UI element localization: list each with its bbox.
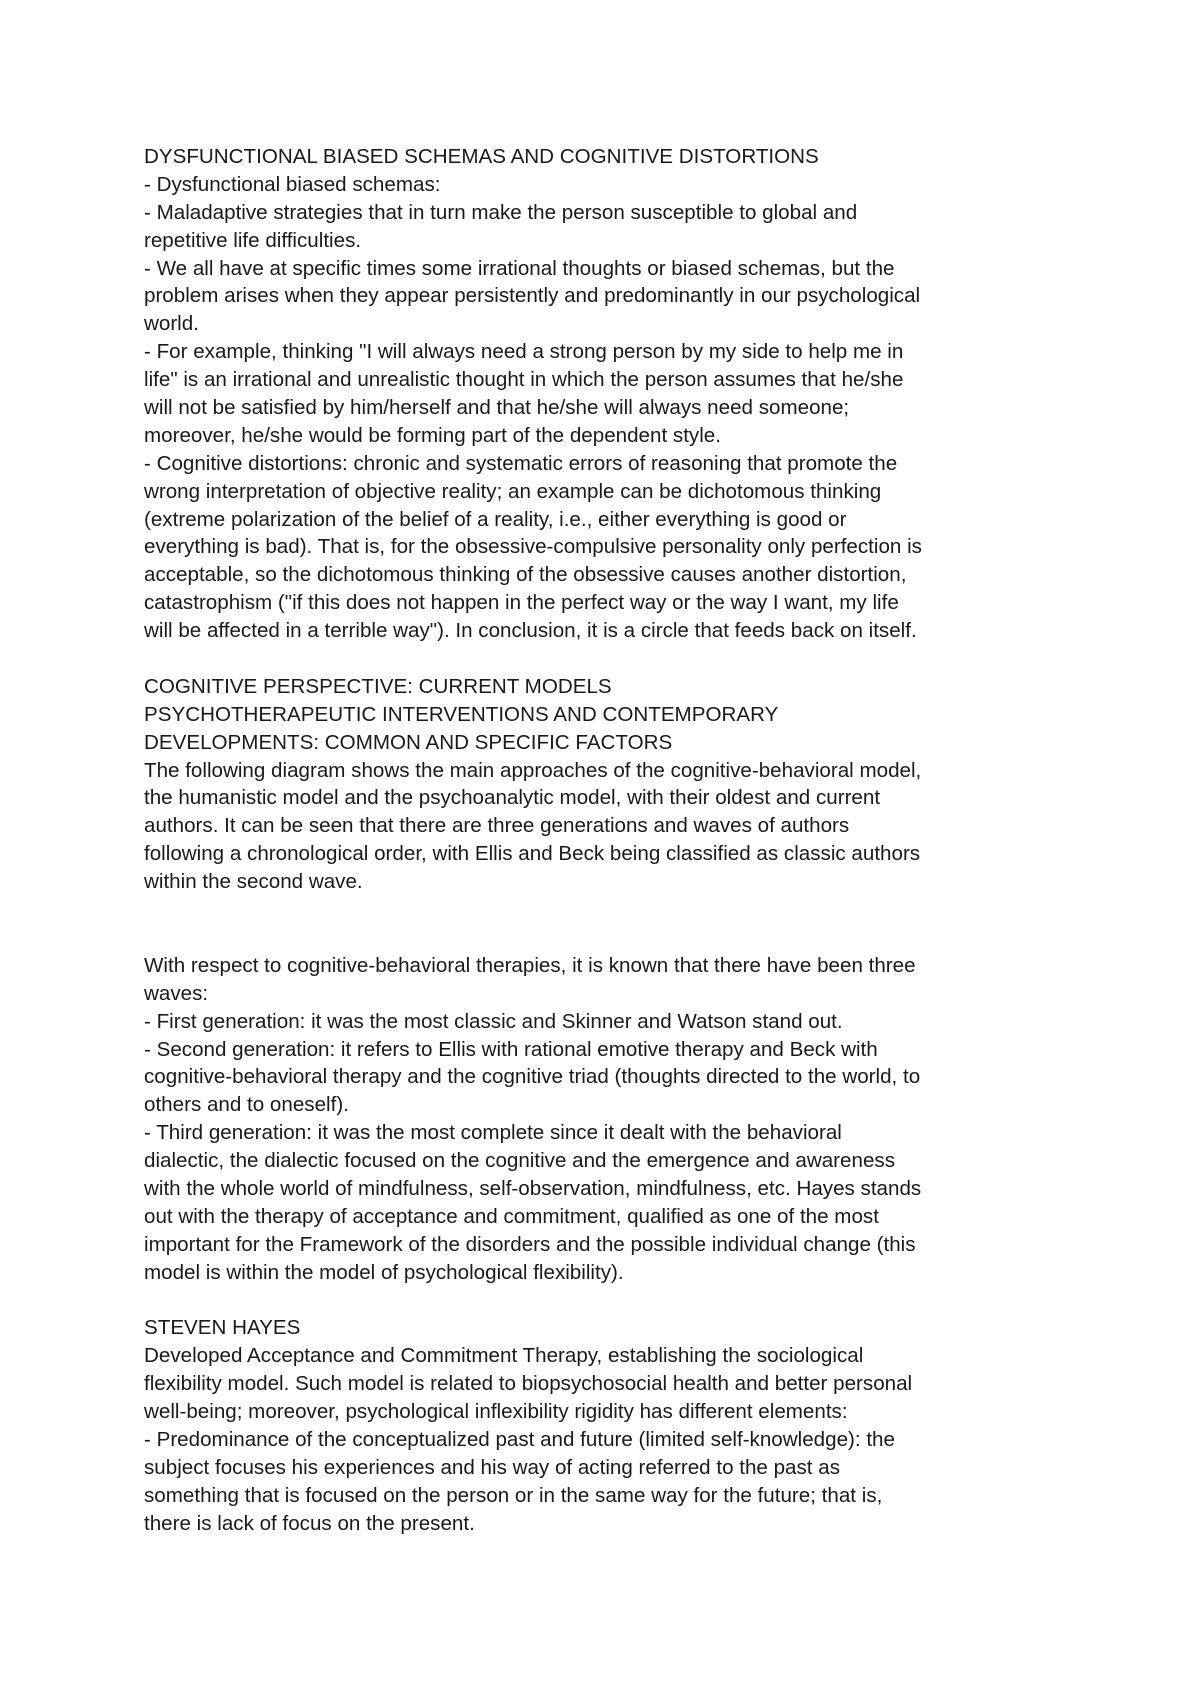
text-line: will not be satisfied by him/herself and that he/she will always need someone; (144, 396, 850, 420)
text-line: - Third generation: it was the most complete since it dealt with the behavioral (144, 1121, 842, 1145)
text-line: authors. It can be seen that there are three generations and waves of authors (144, 814, 850, 838)
text-line: well-being; moreover, psychological inflexibility rigidity has different elements: (144, 1400, 848, 1424)
section-cognitive-perspective (144, 673, 1074, 896)
text-line: life" is an irrational and unrealistic thought in which the person assumes that he/she (144, 368, 904, 392)
text-line: dialectic, the dialectic focused on the cognitive and the emergence and awareness (144, 1149, 895, 1173)
text-line: wrong interpretation of objective reality; an example can be dichotomous thinking (144, 479, 882, 503)
section-cbt-waves (144, 952, 1074, 1287)
text-line: following a chronological order, with Ellis and Beck being classified as classic authors (144, 842, 921, 866)
text-line: waves: (144, 981, 209, 1005)
text-line: something that is focused on the person or in the same way for the future; that is, (144, 1483, 883, 1507)
paragraph-gap (144, 1287, 1074, 1315)
text-line: the humanistic model and the psychoanalytic model, with their oldest and current (144, 786, 881, 810)
text-line: out with the therapy of acceptance and commitment, qualified as one of the most (144, 1204, 879, 1228)
text-line: within the second wave. (144, 870, 363, 894)
section-heading: DYSFUNCTIONAL BIASED SCHEMAS AND COGNITIVE DISTORTIONS (144, 145, 819, 168)
paragraph-gap (144, 896, 1074, 952)
text-line: with the whole world of mindfulness, self-observation, mindfulness, etc. Hayes stands (144, 1176, 922, 1200)
text-line: The following diagram shows the main approaches of the cognitive-behavioral model, (144, 758, 922, 782)
text-line: world. (144, 312, 199, 336)
section-steven-hayes (144, 1314, 1074, 1537)
section-heading: COGNITIVE PERSPECTIVE: CURRENT MODELS (144, 674, 612, 698)
paragraph-gap (144, 645, 1074, 673)
text-line: acceptable, so the dichotomous thinking of the obsessive causes another distortion, (144, 563, 907, 587)
text-line: - We all have at specific times some irrational thoughts or biased schemas, but the (144, 256, 895, 280)
text-line: will be affected in a terrible way"). In conclusion, it is a circle that feeds back on itself. (144, 619, 917, 643)
section-heading: DEVELOPMENTS: COMMON AND SPECIFIC FACTORS (144, 730, 673, 754)
text-line: others and to oneself). (144, 1093, 349, 1117)
text-line: important for the Framework of the disorders and the possible individual change (this (144, 1232, 916, 1256)
section-dysfunctional-schemas (144, 143, 1074, 645)
text-line: model is within the model of psychological flexibility). (144, 1260, 624, 1284)
text-line: there is lack of focus on the present. (144, 1511, 475, 1535)
text-line: moreover, he/she would be forming part of the dependent style. (144, 423, 721, 447)
section-heading: PSYCHOTHERAPEUTIC INTERVENTIONS AND CONTEMPORARY (144, 702, 779, 726)
text-line: - Dysfunctional biased schemas: (144, 172, 441, 196)
text-line: flexibility model. Such model is related to biopsychosocial health and better personal (144, 1372, 913, 1396)
text-line: everything is bad). That is, for the obsessive-compulsive personality only perfection is (144, 535, 922, 559)
text-line: catastrophism ("if this does not happen in the perfect way or the way I want, my life (144, 591, 899, 615)
text-line: repetitive life difficulties. (144, 228, 362, 252)
text-line: - Second generation: it refers to Ellis with rational emotive therapy and Beck with (144, 1037, 878, 1061)
text-line: - Cognitive distortions: chronic and systematic errors of reasoning that promote the (144, 451, 898, 475)
document-page (144, 143, 1074, 1538)
text-line: - First generation: it was the most classic and Skinner and Watson stand out. (144, 1009, 843, 1033)
text-line: subject focuses his experiences and his way of acting referred to the past as (144, 1455, 840, 1479)
text-line: problem arises when they appear persistently and predominantly in our psychological (144, 284, 921, 308)
text-line: - Maladaptive strategies that in turn make the person susceptible to global and (144, 200, 858, 224)
text-line: (extreme polarization of the belief of a reality, i.e., either everything is good or (144, 507, 847, 531)
text-line: - For example, thinking "I will always need a strong person by my side to help me in (144, 340, 904, 364)
text-line: Developed Acceptance and Commitment Therapy, establishing the sociological (144, 1344, 864, 1368)
text-line: cognitive-behavioral therapy and the cognitive triad (thoughts directed to the world, to (144, 1065, 921, 1089)
text-line: - Predominance of the conceptualized past and future (limited self-knowledge): the (144, 1427, 895, 1451)
text-line: With respect to cognitive-behavioral therapies, it is known that there have been three (144, 953, 916, 977)
section-heading: STEVEN HAYES (144, 1316, 301, 1340)
